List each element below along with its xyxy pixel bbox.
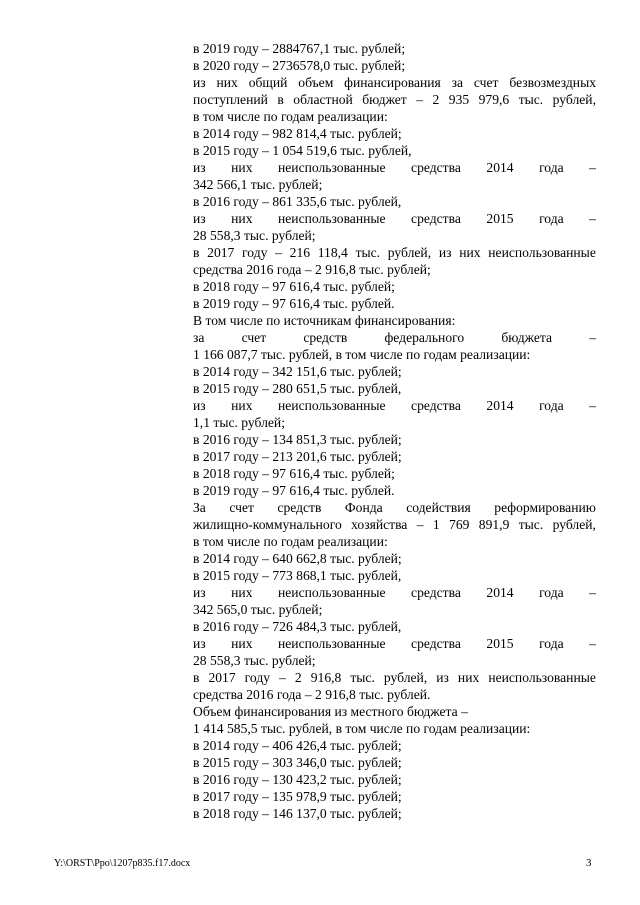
text-line: в 2017 году – 135 978,9 тыс. рублей; xyxy=(193,789,402,804)
text-line: из них общий объем финансирования за счет безвозмездных xyxy=(193,75,596,90)
text-line: 342 566,1 тыс. рублей; xyxy=(193,177,323,192)
text-line: из них неиспользованные средства 2014 года – xyxy=(193,398,596,413)
text-line: за счет средств федерального бюджета – xyxy=(193,330,596,345)
text-line: 1,1 тыс. рублей; xyxy=(193,415,285,430)
text-line: 28 558,3 тыс. рублей; xyxy=(193,653,316,668)
text-line: в 2014 году – 982 814,4 тыс. рублей; xyxy=(193,126,402,141)
text-line: в 2016 году – 130 423,2 тыс. рублей; xyxy=(193,772,402,787)
text-line: в 2015 году – 280 651,5 тыс. рублей, xyxy=(193,381,402,396)
text-line: в 2016 году – 861 335,6 тыс. рублей, xyxy=(193,194,402,209)
document-body xyxy=(193,40,596,822)
text-line: в том числе по годам реализации: xyxy=(193,109,388,124)
text-line: 28 558,3 тыс. рублей; xyxy=(193,228,316,243)
text-line: средства 2016 года – 2 916,8 тыс. рублей. xyxy=(193,687,431,702)
text-line: из них неиспользованные средства 2014 года – xyxy=(193,160,596,175)
text-line: 1 166 087,7 тыс. рублей, в том числе по годам реализации: xyxy=(193,347,531,362)
text-line: в 2019 году – 97 616,4 тыс. рублей. xyxy=(193,296,395,311)
text-line: в 2016 году – 134 851,3 тыс. рублей; xyxy=(193,432,402,447)
text-line: в 2019 году – 2884767,1 тыс. рублей; xyxy=(193,41,406,56)
text-line: Объем финансирования из местного бюджета – xyxy=(193,704,468,719)
text-line: поступлений в областной бюджет – 2 935 979,6 тыс. рублей, xyxy=(193,92,596,107)
text-line: в 2017 году – 216 118,4 тыс. рублей, из них неиспользованные xyxy=(193,245,596,260)
text-line: в 2018 году – 146 137,0 тыс. рублей; xyxy=(193,806,402,821)
text-line: в 2015 году – 1 054 519,6 тыс. рублей, xyxy=(193,143,412,158)
text-line: в 2014 году – 342 151,6 тыс. рублей; xyxy=(193,364,402,379)
text-line: средства 2016 года – 2 916,8 тыс. рублей; xyxy=(193,262,431,277)
text-line: в 2017 году – 213 201,6 тыс. рублей; xyxy=(193,449,402,464)
text-line: в 2017 году – 2 916,8 тыс. рублей, из них неиспользованные xyxy=(193,670,596,685)
page-number: 3 xyxy=(586,857,592,869)
text-line: За счет средств Фонда содействия реформированию xyxy=(193,500,596,515)
text-line: в том числе по годам реализации: xyxy=(193,534,388,549)
text-line: 342 565,0 тыс. рублей; xyxy=(193,602,323,617)
text-line: в 2016 году – 726 484,3 тыс. рублей, xyxy=(193,619,402,634)
text-line: из них неиспользованные средства 2015 года – xyxy=(193,211,596,226)
text-line: в 2015 году – 773 868,1 тыс. рублей, xyxy=(193,568,402,583)
text-line: из них неиспользованные средства 2015 года – xyxy=(193,636,596,651)
text-line: в 2015 году – 303 346,0 тыс. рублей; xyxy=(193,755,402,770)
text-line: из них неиспользованные средства 2014 года – xyxy=(193,585,596,600)
text-line: 1 414 585,5 тыс. рублей, в том числе по годам реализации: xyxy=(193,721,531,736)
text-line: в 2018 году – 97 616,4 тыс. рублей; xyxy=(193,279,395,294)
text-line: в 2019 году – 97 616,4 тыс. рублей. xyxy=(193,483,395,498)
text-line: В том числе по источникам финансирования: xyxy=(193,313,456,328)
text-line: в 2014 году – 640 662,8 тыс. рублей; xyxy=(193,551,402,566)
text-line: в 2018 году – 97 616,4 тыс. рублей; xyxy=(193,466,395,481)
text-line: в 2020 году – 2736578,0 тыс. рублей; xyxy=(193,58,406,73)
text-line: в 2014 году – 406 426,4 тыс. рублей; xyxy=(193,738,402,753)
footer-file-path: Y:\ORST\Ppo\1207p835.f17.docx xyxy=(54,858,191,869)
text-line: жилищно-коммунального хозяйства – 1 769 891,9 тыс. рублей, xyxy=(193,517,596,532)
